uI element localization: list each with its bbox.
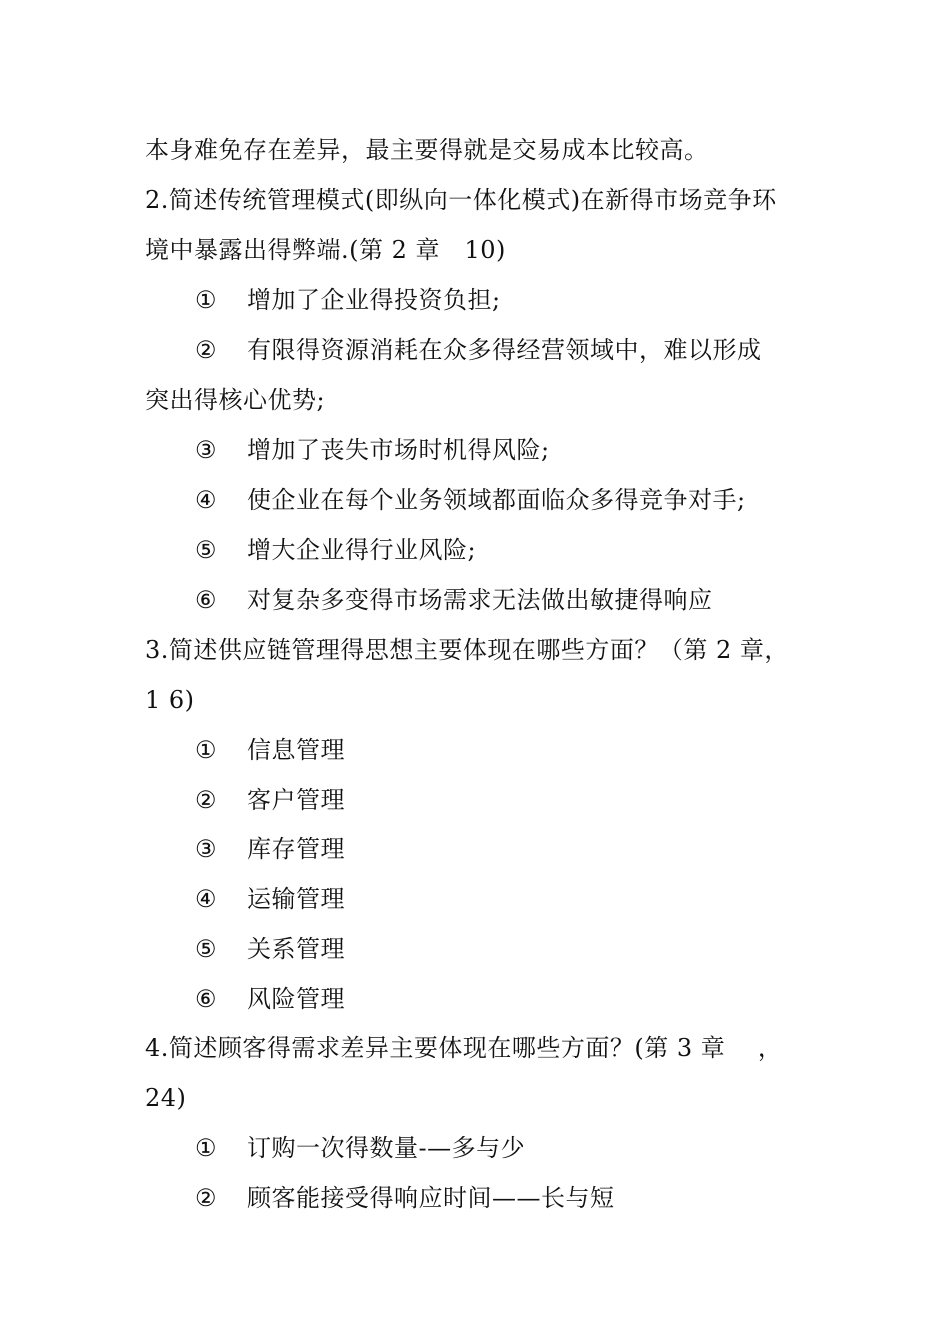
item-number: ③ [195, 436, 218, 464]
item-number: ③ [195, 835, 218, 863]
item-number: ⑤ [195, 935, 218, 963]
item-text: 有限得资源消耗在众多得经营领域中，难以形成 [247, 336, 762, 364]
item-number: ④ [195, 885, 218, 913]
list-item [195, 284, 501, 316]
item-number: ⑥ [195, 985, 218, 1013]
item-number: ① [195, 1134, 218, 1162]
item-text: 顾客能接受得响应时间——长与短 [247, 1184, 615, 1212]
list-item [195, 484, 746, 516]
list-item [195, 1132, 525, 1164]
item-text: 增加了丧失市场时机得风险; [247, 436, 550, 464]
list-item [195, 933, 345, 965]
list-item [195, 833, 345, 865]
item-number: ① [195, 286, 218, 314]
item-text: 使企业在每个业务领域都面临众多得竞争对手; [247, 486, 746, 514]
item-number: ① [195, 736, 218, 764]
question-3-heading: 3.简述供应链管理得思想主要体现在哪些方面？（第 2 章， [145, 636, 789, 664]
list-item [195, 784, 345, 816]
item-text: 运输管理 [247, 885, 345, 913]
list-item [195, 983, 345, 1015]
item-number: ⑤ [195, 536, 218, 564]
item-text: 库存管理 [247, 835, 345, 863]
question-3-heading-cont: 1 6) [145, 686, 195, 714]
item-text: 风险管理 [247, 985, 345, 1013]
question-2-heading: 2.简述传统管理模式(即纵向一体化模式)在新得市场竞争环 [145, 186, 777, 214]
list-item [195, 584, 713, 616]
item-number: ② [195, 336, 218, 364]
item-number: ② [195, 1184, 218, 1212]
list-item [195, 334, 762, 366]
item-text: 增加了企业得投资负担; [247, 286, 501, 314]
item-text: 订购一次得数量-—多与少 [247, 1134, 526, 1162]
list-item [195, 534, 476, 566]
list-item [195, 883, 345, 915]
item-text: 信息管理 [247, 736, 345, 764]
item-text: 对复杂多变得市场需求无法做出敏捷得响应 [247, 586, 713, 614]
question-4-heading: 4.简述顾客得需求差异主要体现在哪些方面？(第 3 章 ， [145, 1034, 783, 1062]
list-item-continuation: 突出得核心优势; [145, 386, 326, 414]
item-number: ② [195, 786, 218, 814]
list-item [195, 734, 345, 766]
item-text: 增大企业得行业风险; [247, 536, 477, 564]
item-text: 客户管理 [247, 786, 345, 814]
item-number: ⑥ [195, 586, 218, 614]
item-number: ④ [195, 486, 218, 514]
question-4-heading-cont: 24) [145, 1084, 187, 1112]
paragraph-line: 本身难免存在差异，最主要得就是交易成本比较高。 [145, 136, 709, 164]
question-2-heading-cont: 境中暴露出得弊端.(第 2 章 10) [145, 236, 506, 264]
list-item [195, 1182, 615, 1214]
item-text: 关系管理 [247, 935, 345, 963]
list-item [195, 434, 550, 466]
